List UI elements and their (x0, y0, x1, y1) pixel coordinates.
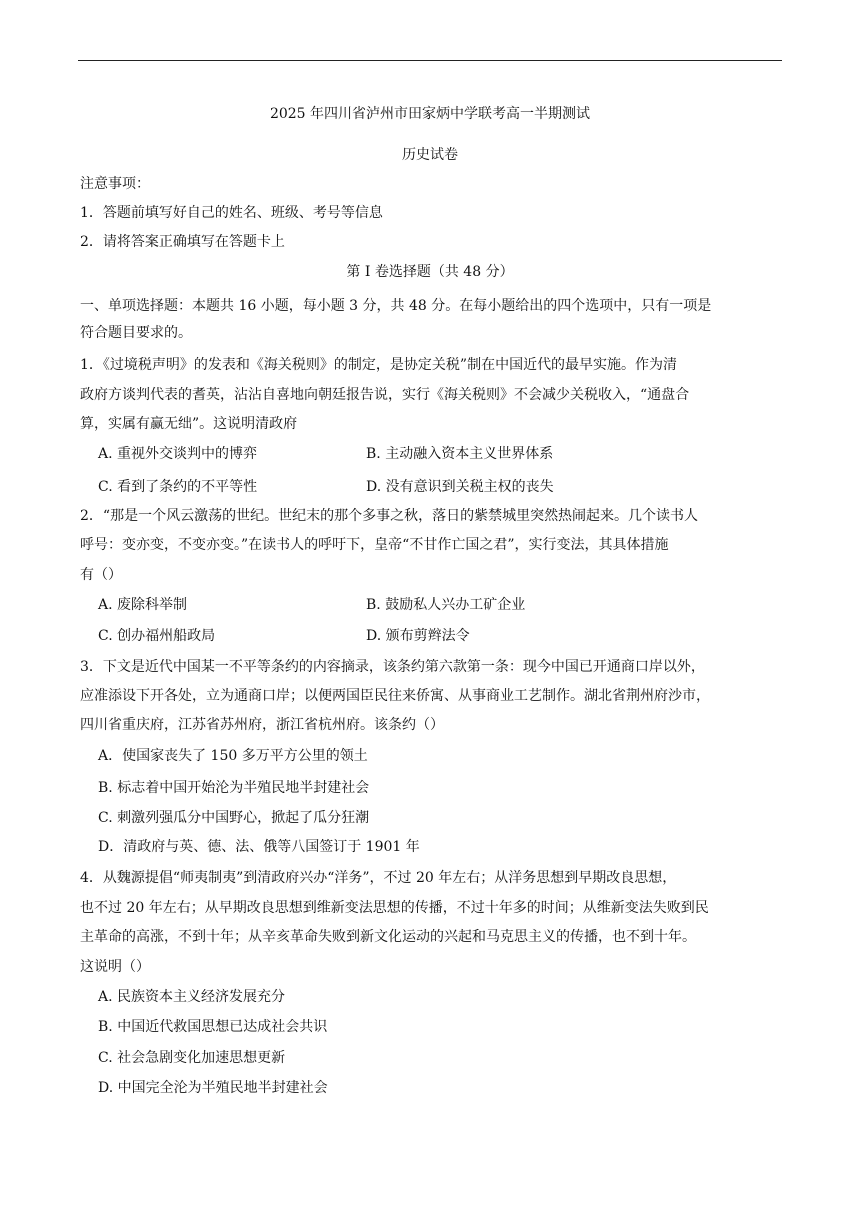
question-4-text: 4．从魏源提倡“师夷制夷”到清政府兴办“洋务”，不过 20 年左右；从洋务思想到早期改良思想， (80, 870, 677, 886)
question-4-option-b: B. 中国近代救国思想已达成社会共识 (98, 1019, 328, 1035)
exam-subtitle: 历史试卷 (402, 147, 458, 163)
question-4-text: 这说明（） (80, 959, 150, 975)
question-3-option-b: B. 标志着中国开始沦为半殖民地半封建社会 (98, 780, 370, 796)
question-1-option-c: C. 看到了条约的不平等性 (98, 479, 258, 495)
question-1-text: 算，实属有赢无绌”。这说明清政府 (80, 416, 298, 432)
question-4-text: 也不过 20 年左右；从早期改良思想到维新变法思想的传播，不过十年多的时间；从维新变法失败到民 (80, 900, 709, 916)
question-2-option-c: C. 创办福州船政局 (98, 628, 216, 644)
question-2-option-b: B. 鼓励私人兴办工矿企业 (366, 597, 526, 613)
notice-item: 2．请将答案正确填写在答题卡上 (80, 234, 285, 250)
question-1-option-d: D. 没有意识到关税主权的丧失 (366, 479, 554, 495)
notice-item: 1．答题前填写好自己的姓名、班级、考号等信息 (80, 205, 383, 221)
question-1-option-b: B. 主动融入资本主义世界体系 (366, 446, 554, 462)
question-3-text: 四川省重庆府，江苏省苏州府，浙江省杭州府。该条约（） (80, 717, 444, 733)
question-4-option-a: A. 民族资本主义经济发展充分 (98, 989, 286, 1005)
question-2-text: 呼号：变亦变，不变亦变。”在读书人的呼吁下，皇帝“不甘作亡国之君”，实行变法，其具体措施 (80, 537, 669, 553)
question-2-text: 有（） (80, 567, 122, 583)
question-1-option-a: A. 重视外交谈判中的博弈 (98, 446, 258, 462)
question-1-text: 政府方谈判代表的耆英，沾沾自喜地向朝廷报告说，实行《海关税则》不会减少关税收入，“通盘合 (80, 387, 690, 403)
question-2-text: 2．“那是一个风云激荡的世纪。世纪末的那个多事之秋，落日的紫禁城里突然热闹起来。几个读书人 (80, 508, 699, 524)
section-title: 第 I 卷选择题（共 48 分） (346, 264, 514, 280)
question-3-text: 应准添设下开各处，立为通商口岸；以便两国臣民往来侨寓、从事商业工艺制作。湖北省荆州府沙市， (80, 688, 710, 704)
question-2-option-a: A. 废除科举制 (98, 597, 188, 613)
question-3-option-d: D．清政府与英、德、法、俄等八国签订于 1901 年 (98, 839, 420, 855)
question-3-text: 3．下文是近代中国某一不平等条约的内容摘录，该条约第六款第一条：现今中国已开通商口岸以外， (80, 659, 705, 675)
question-2-option-d: D. 颁布剪辫法令 (366, 628, 470, 644)
question-4-option-c: C. 社会急剧变化加速思想更新 (98, 1050, 286, 1066)
question-3-option-c: C. 刺激列强瓜分中国野心，掀起了瓜分狂潮 (98, 810, 370, 826)
header-rule (78, 60, 782, 61)
question-4-option-d: D. 中国完全沦为半殖民地半封建社会 (98, 1080, 328, 1096)
notice-heading: 注意事项： (80, 176, 150, 192)
section-instruction: 一、单项选择题：本题共 16 小题，每小题 3 分，共 48 分。在每小题给出的四个选项中，只有一项是 (80, 298, 712, 314)
section-instruction: 符合题目要求的。 (80, 325, 192, 341)
question-4-text: 主革命的高涨，不到十年；从辛亥革命失败到新文化运动的兴起和马克思主义的传播，也不到十年。 (80, 929, 696, 945)
exam-title: 2025 年四川省泸州市田家炳中学联考高一半期测试 (269, 106, 591, 122)
question-1-text: 1．《过境税声明》的发表和《海关税则》的制定，是协定关税”制在中国近代的最早实施。作为清 (80, 357, 678, 373)
question-3-option-a: A．使国家丧失了 150 多万平方公里的领土 (98, 748, 368, 764)
